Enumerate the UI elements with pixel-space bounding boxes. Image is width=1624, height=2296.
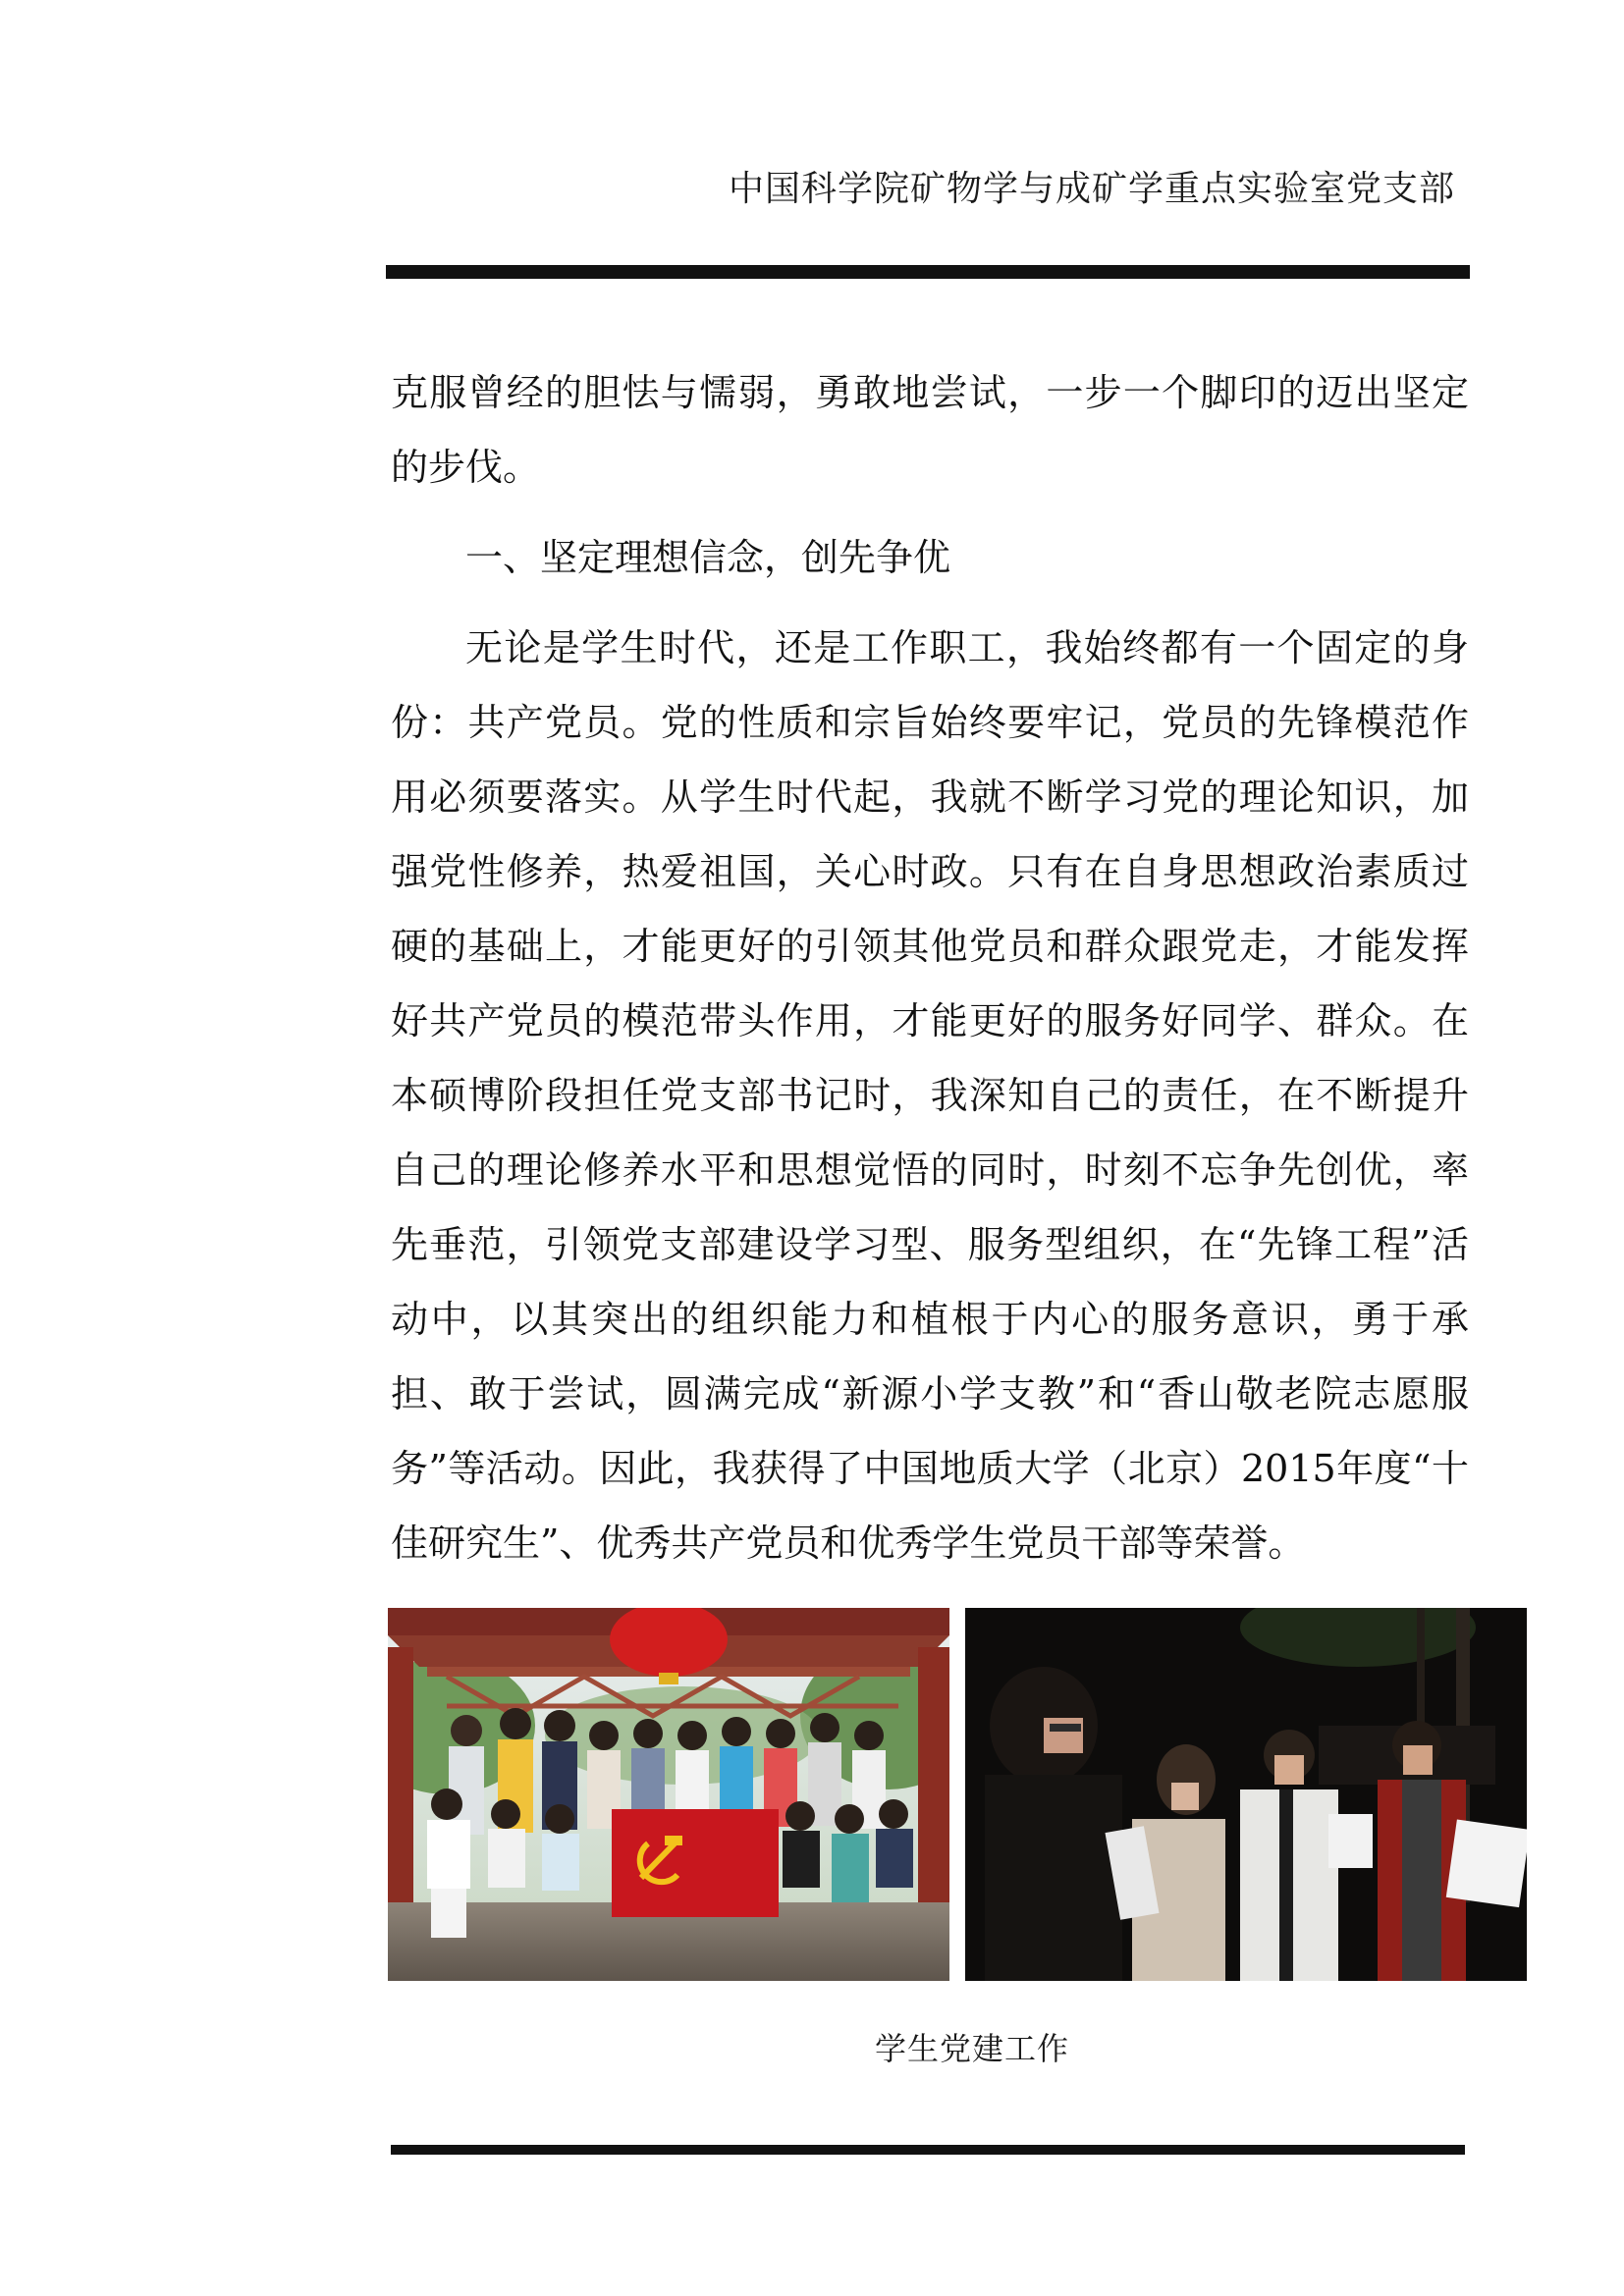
figure-caption: 学生党建工作 [874,2030,1069,2067]
header-rule [386,265,1470,279]
continuation-paragraph: 克服曾经的胆怯与懦弱，勇敢地尝试，一步一个脚印的迈出坚定的步伐。 [391,371,1469,489]
footer-rule [391,2145,1465,2155]
photo-group-pavilion [388,1608,949,1981]
photo-night-reading [965,1608,1527,1981]
body-paragraph: 无论是学生时代，还是工作职工，我始终都有一个固定的身份：共产党员。党的性质和宗旨始终要牢记，党员的先锋模范作用必须要落实。从学生时代起，我就不断学习党的理论知识，加强党性修养，热爱祖国，关心时政。只有在自身思想政治素质过硬的基础上，才能更好的引领其他党员和群众跟党走，才能发挥好共产党员的模范带头作用，才能更好的服务好同学、群众。在本硕博阶段担任党支部书记时，我深知自己的责任，在不断提升自己的理论修养水平和思想觉悟的同时，时刻不忘争先创优，率先垂范，引领党支部建设学习型、服务型组织，在“先锋工程”活动中，以其突出的组织能力和植根于内心的服务意识，勇于承担、敢于尝试，圆满完成“新源小学支教”和“香山敬老院志愿服务”等活动。因此，我获得了中国地质大学（北京）2015年度“十佳研究生”、优秀共产党员和优秀学生党员干部等荣誉。 [391,626,1469,1565]
header-title: 中国科学院矿物学与成矿学重点实验室党支部 [728,169,1455,209]
body-text [391,355,1469,1580]
section-heading: 一、坚定理想信念，创先争优 [465,536,951,579]
